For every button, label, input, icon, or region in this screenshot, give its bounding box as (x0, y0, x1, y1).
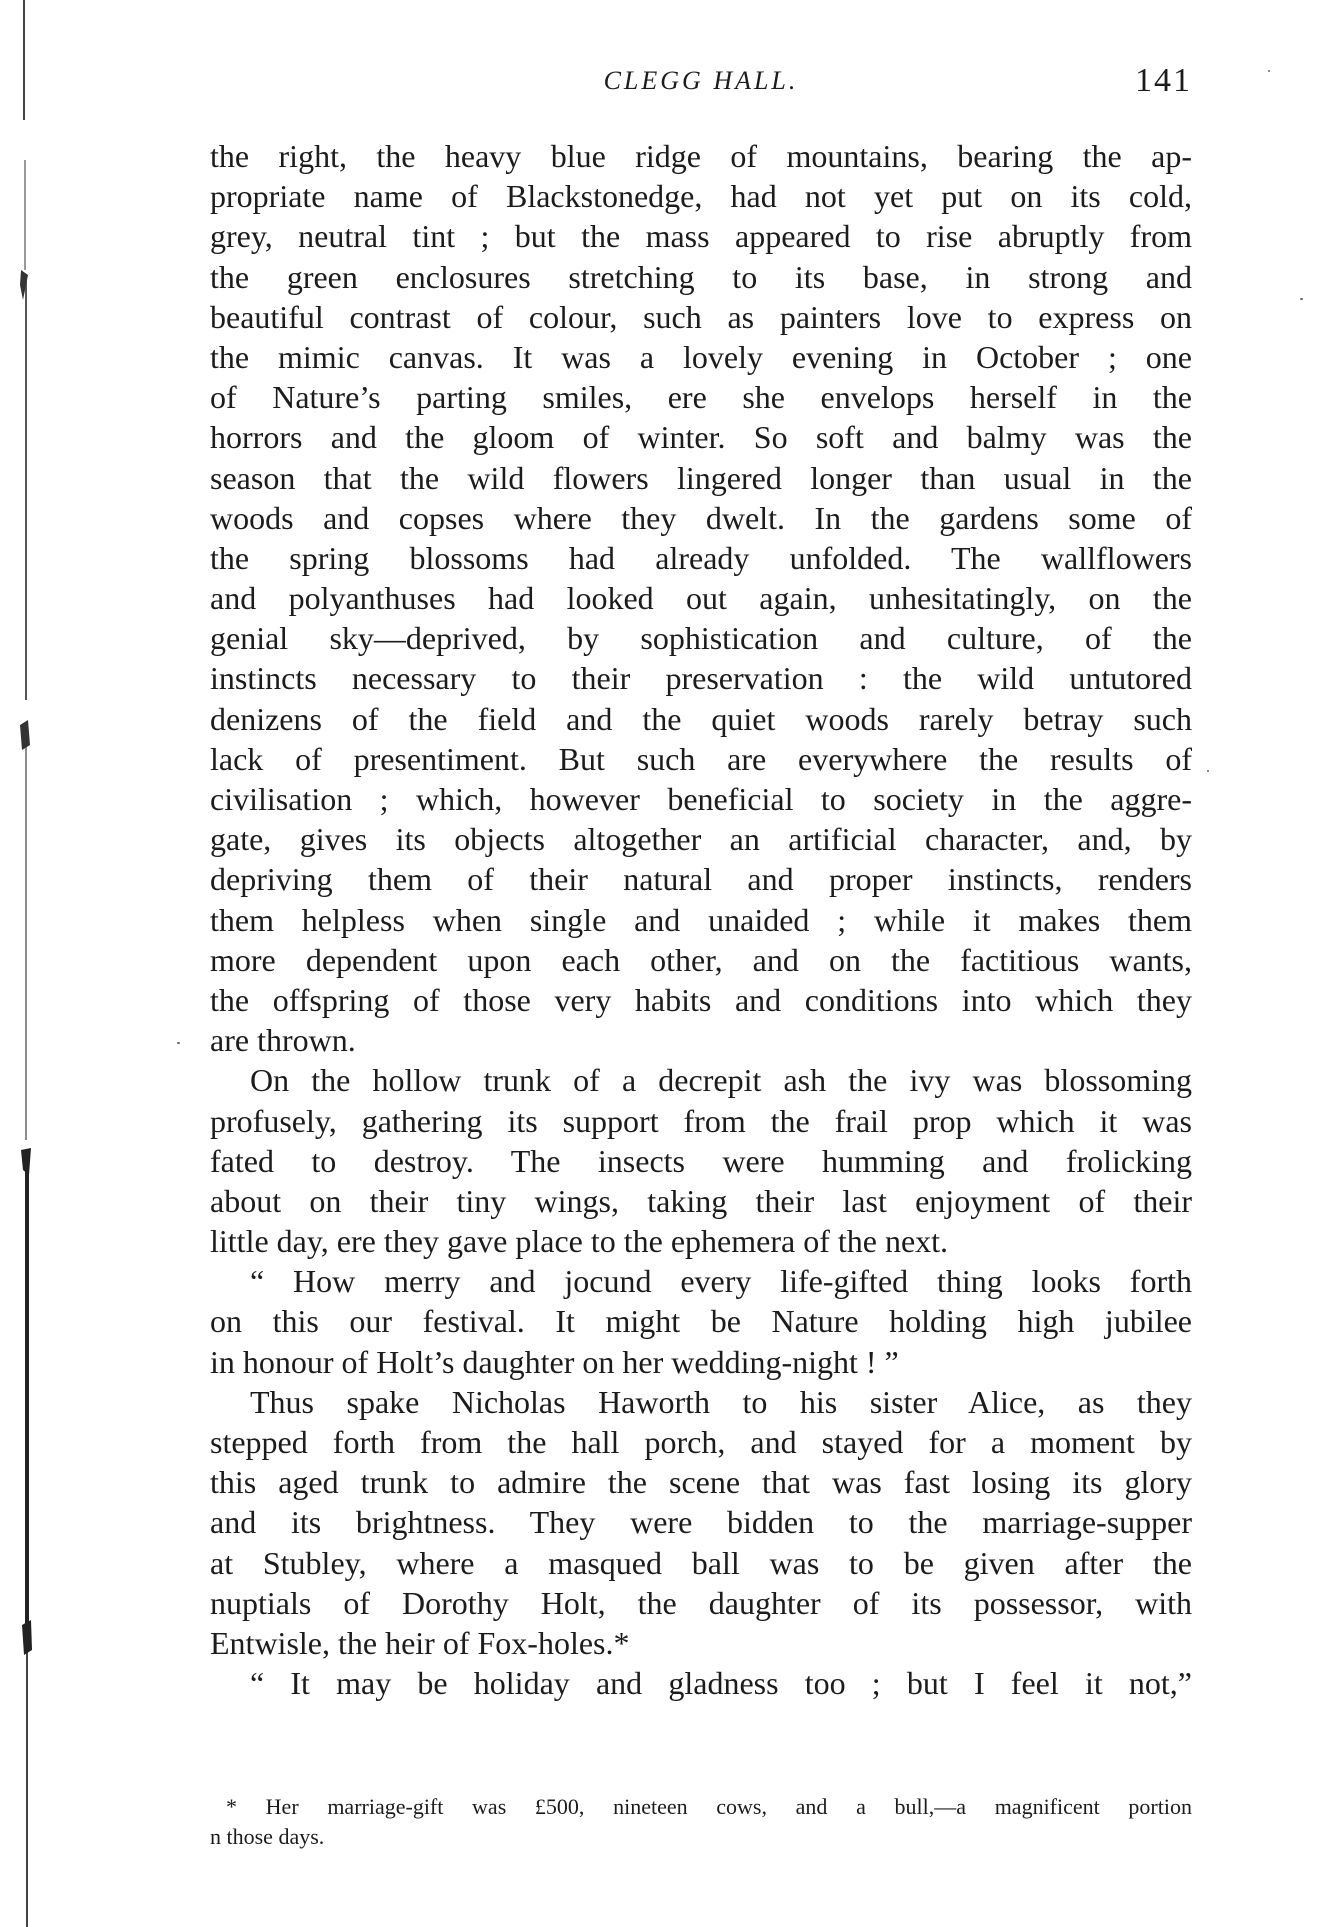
page-speck (177, 1042, 180, 1044)
text-line: the spring blossoms had already unfolded. The wallflowers (210, 539, 1192, 576)
page-speck (1268, 70, 1270, 72)
text-line: depriving them of their natural and proper instincts, renders (210, 861, 1192, 898)
running-title: CLEGG HALL. (603, 66, 799, 95)
page-number: 141 (1135, 62, 1192, 99)
text-line: woods and copses where they dwelt. In the gardens some of (210, 499, 1192, 536)
text-line: Entwisle, the heir of Fox-holes.* (210, 1624, 630, 1661)
text-line: On the hollow trunk of a decrepit ash the ivy was blossoming (250, 1062, 1192, 1099)
text-line: “ It may be holiday and gladness too ; but I feel it not,” (250, 1665, 1192, 1702)
footnote-line: * Her marriage-gift was £500, nineteen cows, and a bull,—a magnificent portion (226, 1794, 1192, 1819)
text-line: in honour of Holt’s daughter on her wedding-night ! ” (210, 1343, 899, 1380)
text-line: lack of presentiment. But such are everywhere the results of (210, 740, 1192, 777)
body-text (210, 136, 1192, 1703)
text-line: gate, gives its objects altogether an artificial character, and, by (210, 821, 1192, 858)
text-line: denizens of the field and the quiet woods rarely betray such (210, 700, 1192, 737)
text-line: beautiful contrast of colour, such as painters love to express on (210, 298, 1192, 335)
text-line: the green enclosures stretching to its base, in strong and (210, 258, 1192, 295)
text-line: grey, neutral tint ; but the mass appeared to rise abruptly from (210, 218, 1192, 255)
text-line: nuptials of Dorothy Holt, the daughter of its possessor, with (210, 1584, 1192, 1621)
text-line: Thus spake Nicholas Haworth to his sister Alice, as they (250, 1383, 1192, 1420)
text-line: genial sky—deprived, by sophistication and culture, of the (210, 620, 1192, 657)
page-speck (1207, 770, 1209, 772)
text-line: the offspring of those very habits and conditions into which they (210, 981, 1192, 1018)
text-line: more dependent upon each other, and on the factitious wants, (210, 941, 1192, 978)
text-line: and polyanthuses had looked out again, unhesitatingly, on the (210, 580, 1192, 617)
text-line: and its brightness. They were bidden to the marriage-supper (210, 1504, 1192, 1541)
text-line: horrors and the gloom of winter. So soft and balmy was the (210, 419, 1192, 456)
text-line: season that the wild flowers lingered longer than usual in the (210, 459, 1192, 496)
text-line: are thrown. (210, 1022, 356, 1059)
text-line: them helpless when single and unaided ; while it makes them (210, 901, 1192, 938)
page-speck (1300, 298, 1303, 300)
text-line: propriate name of Blackstonedge, had not yet put on its cold, (210, 178, 1192, 215)
footnote (210, 1792, 1192, 1852)
binding-edge-marks (18, 0, 36, 1927)
text-line: the mimic canvas. It was a lovely evening in October ; one (210, 338, 1192, 375)
text-line: at Stubley, where a masqued ball was to be given after the (210, 1544, 1192, 1581)
text-line: profusely, gathering its support from the frail prop which it was (210, 1102, 1192, 1139)
footnote-line: n those days. (210, 1824, 325, 1849)
text-line: fated to destroy. The insects were humming and frolicking (210, 1142, 1192, 1179)
text-line: “ How merry and jocund every life-gifted thing looks forth (250, 1263, 1192, 1300)
text-line: civilisation ; which, however beneficial to society in the aggre- (210, 781, 1192, 817)
text-line: stepped forth from the hall porch, and stayed for a moment by (210, 1424, 1192, 1460)
text-line: about on their tiny wings, taking their last enjoyment of their (210, 1182, 1192, 1219)
text-line: this aged trunk to admire the scene that was fast losing its glory (210, 1464, 1192, 1501)
text-line: instincts necessary to their preservation : the wild untutored (210, 660, 1192, 697)
text-line: the right, the heavy blue ridge of mountains, bearing the ap- (210, 138, 1192, 174)
running-head (210, 62, 1192, 112)
text-line: on this our festival. It might be Nature holding high jubilee (210, 1303, 1192, 1340)
text-line: little day, ere they gave place to the ephemera of the next. (210, 1223, 949, 1260)
text-line: of Nature’s parting smiles, ere she envelops herself in the (210, 379, 1192, 416)
